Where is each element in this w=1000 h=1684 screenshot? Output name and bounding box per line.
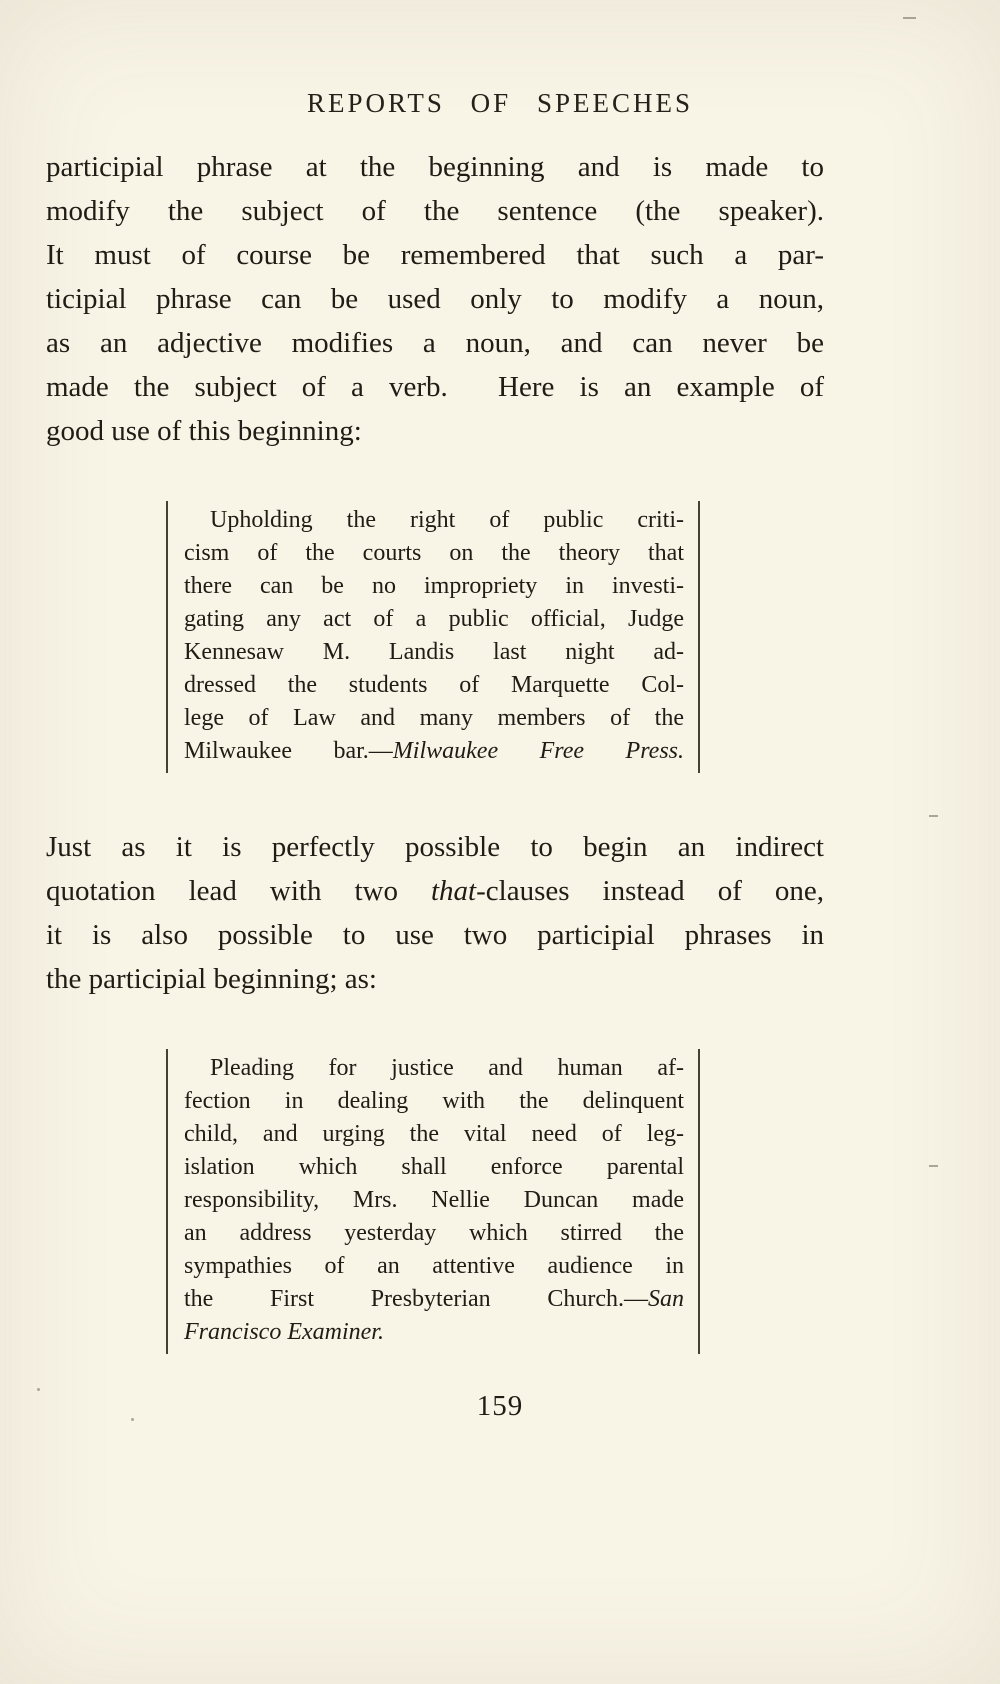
page-header: REPORTS OF SPEECHES: [307, 88, 693, 118]
text-run: modify the subject of the sentence (the speaker).: [46, 195, 824, 227]
text-line: [46, 913, 824, 957]
text-line: [184, 1217, 684, 1250]
text-run: islation which shall enforce parental: [184, 1154, 684, 1180]
text-run: the participial beginning; as:: [46, 963, 377, 995]
citation-source: Francisco Examiner.: [184, 1319, 384, 1345]
text-run: Kennesaw M. Landis last night ad-: [184, 639, 684, 665]
text-run: lege of Law and many members of the: [184, 705, 684, 731]
text-run: sympathies of an attentive audience in: [184, 1253, 684, 1279]
text-line: [184, 1250, 684, 1283]
text-run: as an adjective modifies a noun, and can never be: [46, 327, 824, 359]
text-line: [46, 321, 824, 365]
text-run: there can be no impropriety in investi-: [184, 573, 684, 599]
text-run: made the subject of a verb. Here is an example of: [46, 371, 824, 403]
text-run: gating any act of a public official, Judge: [184, 606, 684, 632]
text-line: [184, 1118, 684, 1151]
text-run: ticipial phrase can be used only to modify a noun,: [46, 283, 824, 315]
citation-source: San: [648, 1286, 684, 1312]
text-line: [46, 869, 824, 913]
text-run: an address yesterday which stirred the: [184, 1220, 684, 1246]
text-line: [184, 735, 684, 768]
page-number: 159: [476, 1390, 524, 1422]
text-run: It must of course be remembered that such a par-: [46, 239, 824, 271]
block-quote-2: [166, 1049, 700, 1354]
text-line: [46, 409, 824, 453]
text-line: [46, 277, 824, 321]
text-line: [184, 537, 684, 570]
block-quote-1: [166, 501, 700, 773]
text-run: responsibility, Mrs. Nellie Duncan made: [184, 1187, 684, 1213]
text-run: participial phrase at the beginning and is made to: [46, 151, 824, 183]
paragraph-2: [46, 825, 824, 1001]
text-run: good use of this beginning:: [46, 415, 362, 447]
text-line: [184, 669, 684, 702]
text-line: [184, 1151, 684, 1184]
text-run: fection in dealing with the delinquent: [184, 1088, 684, 1114]
text-run: Pleading for justice and human af-: [210, 1055, 684, 1081]
text-run: dressed the students of Marquette Col-: [184, 672, 684, 698]
text-line: [46, 233, 824, 277]
text-line: [184, 1283, 684, 1316]
text-line: [184, 570, 684, 603]
text-run: cism of the courts on the theory that: [184, 540, 684, 566]
text-run: the First Presbyterian Church.—: [184, 1286, 648, 1312]
text-line: [184, 1184, 684, 1217]
text-run: quotation lead with two: [46, 875, 431, 907]
text-line: [46, 145, 824, 189]
scan-artifact: [903, 17, 916, 19]
text-line: [46, 189, 824, 233]
text-run: it is also possible to use two participial phrases in: [46, 919, 824, 951]
text-line: [184, 504, 684, 537]
text-line: [46, 365, 824, 409]
scan-artifact: [929, 1165, 938, 1167]
text-line: [46, 825, 824, 869]
text-run: -clauses instead of one,: [476, 875, 824, 907]
text-run: Just as it is perfectly possible to begin an indirect: [46, 831, 824, 863]
text-line: [184, 603, 684, 636]
text-run: Milwaukee bar.—: [184, 738, 393, 764]
text-line: [184, 1085, 684, 1118]
text-line: [46, 957, 824, 1001]
text-line: [184, 702, 684, 735]
text-run: Upholding the right of public criti-: [210, 507, 684, 533]
paragraph-1: [46, 145, 824, 453]
text-line: [184, 636, 684, 669]
scan-artifact: [929, 815, 938, 817]
scan-artifact: [131, 1418, 134, 1421]
text-line: [184, 1316, 684, 1349]
scan-artifact: [37, 1388, 40, 1391]
citation-source: Milwaukee Free Press.: [392, 738, 684, 764]
text-run: child, and urging the vital need of leg-: [184, 1121, 684, 1147]
text-line: [184, 1052, 684, 1085]
emphasized-word: that: [430, 875, 477, 907]
